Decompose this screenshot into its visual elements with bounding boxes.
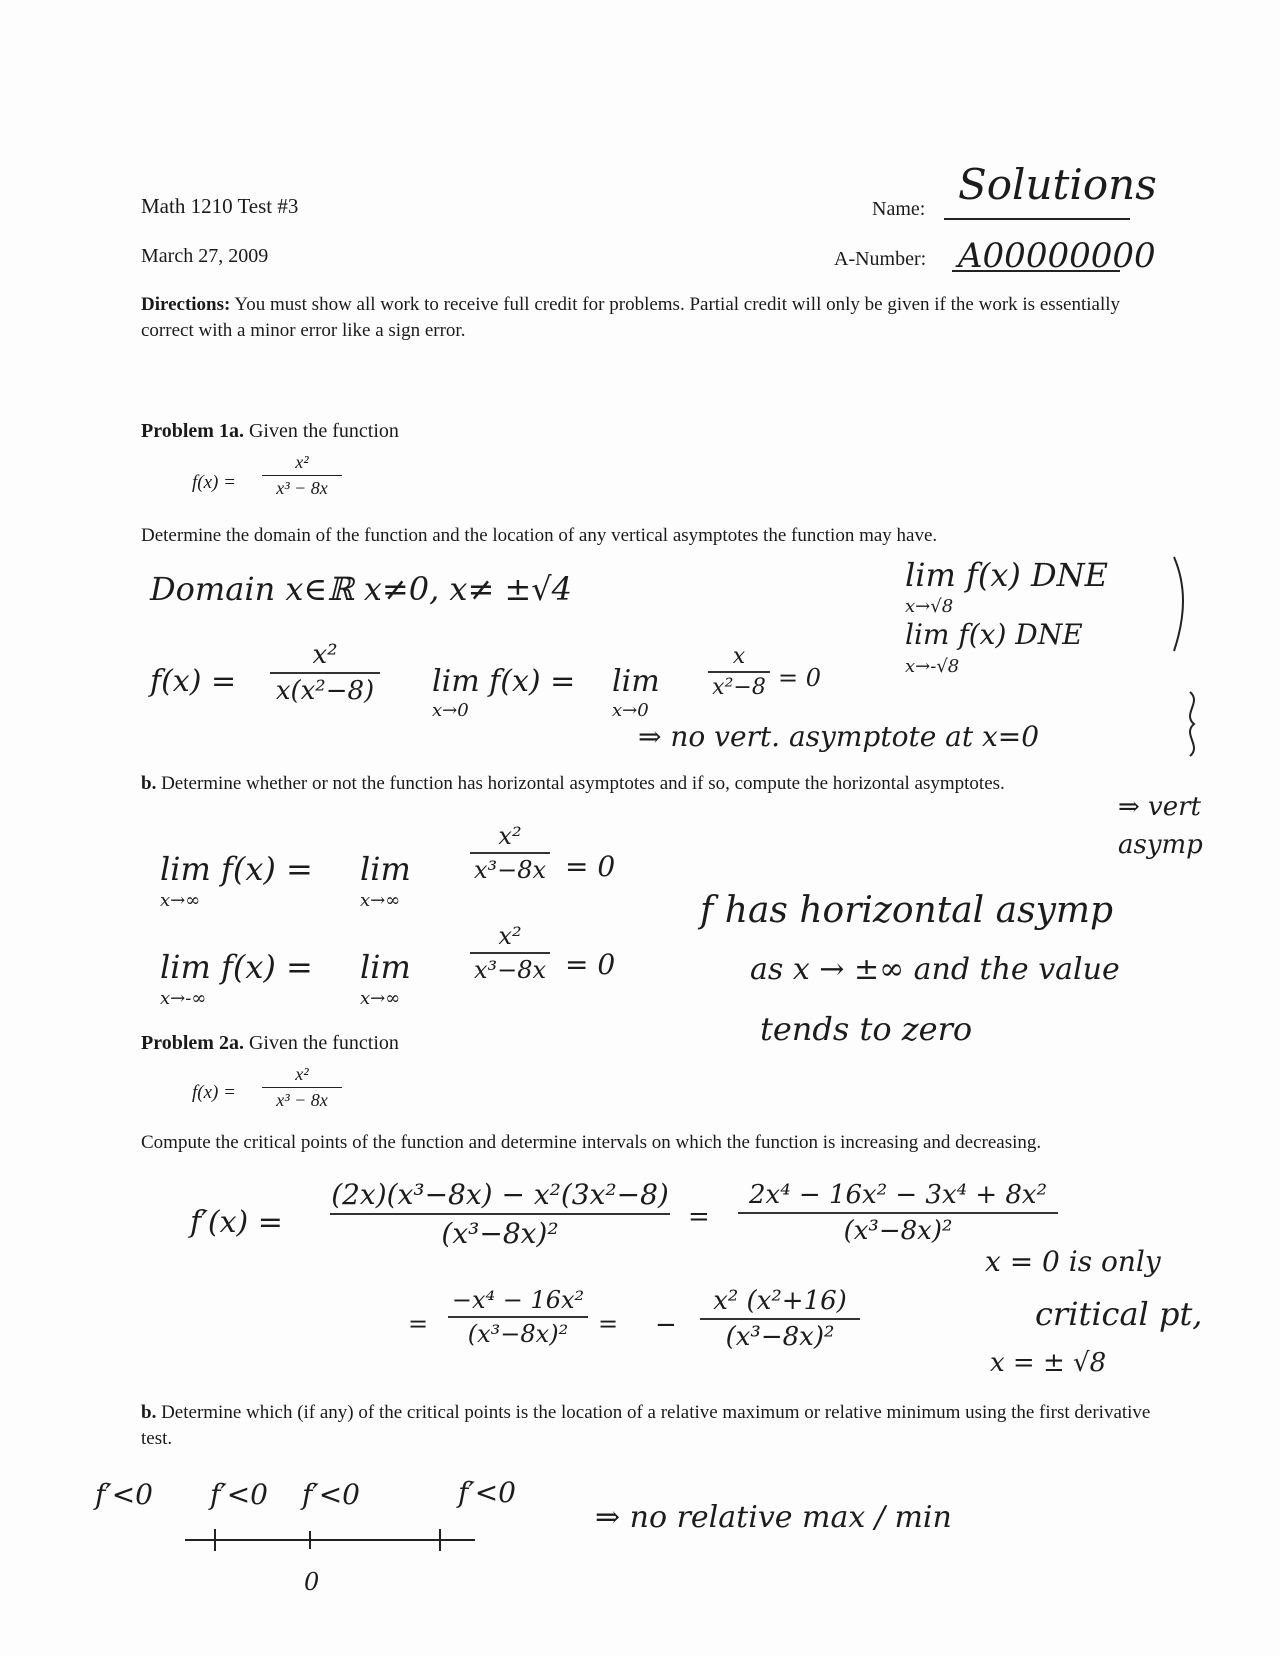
hw-lim-negsqrt8: lim f(x) DNE bbox=[905, 618, 1083, 651]
hw-d4-den: (x³−8x)² bbox=[725, 1322, 835, 1352]
hw-d1-num: (2x)(x³−8x) − x²(3x²−8) bbox=[331, 1178, 669, 1211]
problem-2b-text: Determine which (if any) of the critical points is the location of a relative maximum or relative minimum using the first derivative test. bbox=[141, 1402, 1151, 1449]
directions-text: You must show all work to receive full credit for problems. Partial credit will only be given if the work is essentially correct with a minor error like a sign error. bbox=[141, 294, 1121, 341]
problem-1b-question bbox=[141, 771, 1151, 797]
problem-2-func-fraction bbox=[262, 1064, 342, 1111]
problem-1a-label: Problem 1a. bbox=[141, 420, 244, 442]
hw-vert-asym: ⇒ vert asymp bbox=[1118, 792, 1203, 860]
hw-horiz-line-3: tends to zero bbox=[760, 1010, 973, 1048]
hw-conclusion: ⇒ no relative max / min bbox=[595, 1500, 952, 1535]
hw-lim0-a-sub: x→0 bbox=[432, 700, 469, 721]
problem-1a-intro: Given the function bbox=[248, 420, 399, 442]
hw-bracket bbox=[1170, 555, 1200, 655]
hw-lim-negsqrt8-sub: x→-√8 bbox=[905, 656, 960, 677]
problem-1-func-den: x³ − 8x bbox=[276, 478, 328, 498]
hw-fx-fraction bbox=[270, 640, 380, 706]
problem-2b-question bbox=[141, 1400, 1151, 1452]
hw-limninf-den: x³−8x bbox=[473, 956, 547, 984]
hw-d4-num: x² (x²+16) bbox=[713, 1286, 847, 1316]
problem-1b-label: b. bbox=[141, 773, 157, 794]
hw-limninf-b-sub: x→∞ bbox=[360, 988, 401, 1009]
problem-2a-heading bbox=[141, 1030, 399, 1056]
hw-eq-3: = bbox=[598, 1310, 619, 1338]
hw-lim-sqrt8: lim f(x) DNE bbox=[905, 556, 1109, 594]
problem-2a-label: Problem 2a. bbox=[141, 1032, 244, 1054]
hw-liminf-eq: = 0 bbox=[565, 850, 616, 883]
hw-lim0-fraction bbox=[708, 644, 770, 700]
hw-crit-3: x = ± √8 bbox=[990, 1348, 1107, 1378]
problem-2-func-lhs: f(x) = bbox=[192, 1082, 236, 1103]
hw-domain: Domain x∈ℝ x≠0, x≠ ±√4 bbox=[150, 570, 573, 608]
hw-limninf-a-sub: x→-∞ bbox=[160, 988, 207, 1009]
hw-liminf-den: x³−8x bbox=[473, 856, 547, 884]
problem-1a-question: Determine the domain of the function and the location of any vertical asymptotes the function may have. bbox=[141, 525, 938, 546]
anumber-handwritten: A00000000 bbox=[958, 236, 1156, 276]
problem-1-func-fraction bbox=[262, 452, 342, 499]
hw-crit-1: x = 0 is only bbox=[985, 1245, 1161, 1278]
anumber-label: A-Number: bbox=[834, 248, 927, 270]
hw-horiz-line-1: f has horizontal asymp bbox=[700, 890, 1114, 931]
hw-fx-den: x(x²−8) bbox=[275, 676, 375, 706]
hw-liminf-b-sub: x→∞ bbox=[360, 890, 401, 911]
name-handwritten: Solutions bbox=[958, 160, 1157, 209]
hw-sign-2: f′<0 bbox=[210, 1478, 268, 1511]
hw-minus: − bbox=[655, 1310, 677, 1340]
hw-limninf-num: x² bbox=[498, 922, 522, 950]
hw-limninf-fraction bbox=[470, 922, 550, 984]
hw-d2-num: 2x⁴ − 16x² − 3x⁴ + 8x² bbox=[749, 1180, 1047, 1210]
hw-liminf-num: x² bbox=[498, 822, 522, 850]
hw-d4-fraction bbox=[700, 1286, 860, 1352]
hw-lim0-a: lim f(x) = bbox=[432, 664, 576, 699]
hw-lim0-num: x bbox=[732, 644, 746, 669]
hw-liminf-b: lim bbox=[360, 850, 411, 888]
hw-sign-3: f′<0 bbox=[302, 1478, 360, 1511]
problem-2a-intro: Given the function bbox=[248, 1032, 399, 1054]
hw-sign-4: f′<0 bbox=[458, 1476, 516, 1509]
hw-liminf-a-sub: x→∞ bbox=[160, 890, 201, 911]
name-label: Name: bbox=[872, 198, 926, 220]
hw-lim-sqrt8-sub: x→√8 bbox=[905, 596, 954, 617]
hw-zero: 0 bbox=[304, 1568, 320, 1596]
name-blank-line bbox=[944, 218, 1130, 220]
hw-number-line bbox=[185, 1525, 485, 1555]
hw-crit-2: critical pt, bbox=[1035, 1295, 1203, 1333]
directions-label: Directions: bbox=[141, 294, 231, 315]
hw-limninf-a: lim f(x) = bbox=[160, 948, 313, 986]
hw-liminf-fraction bbox=[470, 822, 550, 884]
hw-d3-fraction bbox=[448, 1286, 588, 1348]
problem-1-func-lhs: f(x) = bbox=[192, 472, 236, 493]
hw-eq-2: = bbox=[408, 1310, 429, 1338]
hw-lim0-b-sub: x→0 bbox=[612, 700, 649, 721]
problem-2b-label: b. bbox=[141, 1402, 157, 1423]
exam-date: March 27, 2009 bbox=[141, 245, 269, 267]
hw-fx-lhs: f(x) = bbox=[150, 664, 237, 699]
hw-d1-den: (x³−8x)² bbox=[441, 1217, 559, 1250]
hw-no-vert: ⇒ no vert. asymptote at x=0 bbox=[638, 720, 1040, 753]
hw-sign-1: f′<0 bbox=[95, 1478, 153, 1511]
hw-limninf-eq: = 0 bbox=[565, 948, 616, 981]
problem-1b-text: Determine whether or not the function has horizontal asymptotes and if so, compute the horizontal asymptotes. bbox=[161, 773, 1005, 794]
problem-1-func-num: x² bbox=[295, 452, 309, 472]
hw-brace bbox=[1180, 690, 1210, 760]
problem-2a-question: Compute the critical points of the function and determine intervals on which the function is increasing and decreasing. bbox=[141, 1132, 1042, 1153]
problem-2-func-num: x² bbox=[295, 1064, 309, 1084]
hw-limninf-b: lim bbox=[360, 948, 411, 986]
hw-lim0-den: x²−8 bbox=[712, 675, 766, 700]
hw-lim0-eq: = 0 bbox=[778, 664, 822, 692]
hw-horiz-line-2: as x → ±∞ and the value bbox=[750, 952, 1120, 987]
hw-d3-num: −x⁴ − 16x² bbox=[451, 1286, 585, 1314]
hw-liminf-a: lim f(x) = bbox=[160, 850, 313, 888]
directions bbox=[141, 292, 1141, 344]
problem-2-func-den: x³ − 8x bbox=[276, 1090, 328, 1110]
hw-d2-fraction bbox=[738, 1180, 1058, 1246]
hw-fprime: f′(x) = bbox=[190, 1205, 283, 1240]
problem-1a-heading bbox=[141, 418, 399, 444]
hw-d1-fraction bbox=[330, 1178, 670, 1250]
hw-d2-den: (x³−8x)² bbox=[843, 1216, 953, 1246]
hw-d3-den: (x³−8x)² bbox=[467, 1320, 569, 1348]
hw-eq-1: = bbox=[688, 1202, 710, 1232]
hw-lim0-b: lim bbox=[612, 664, 660, 699]
hw-fx-num: x² bbox=[312, 640, 338, 670]
course-title: Math 1210 Test #3 bbox=[141, 194, 299, 218]
